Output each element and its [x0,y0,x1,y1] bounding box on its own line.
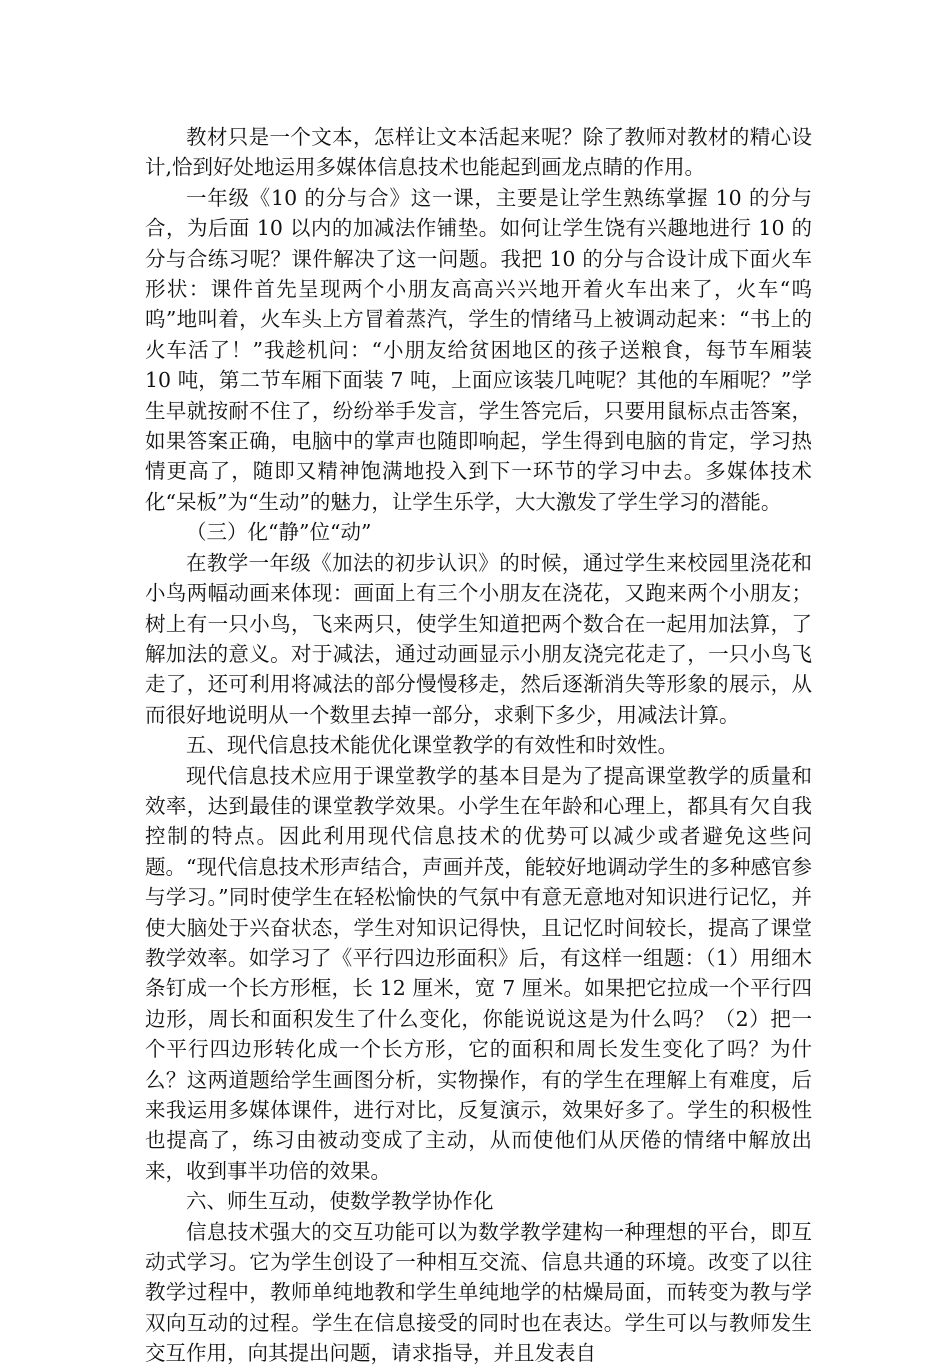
paragraph-train-example: 一年级《10 的分与合》这一课，主要是让学生熟练掌握 10 的分与合，为后面 10 以内的加减法作铺垫。如何让学生饶有兴趣地进行 10 的分与合练习呢？课件解决了这一问题。我把 10 的分与合设计成下面火车形状：课件首先呈现两个小朋友高高兴兴地开着火车出来了，火车“呜呜”地叫着，火车头上方冒着蒸汽，学生的情绪马上被调动起来：“书上的火车活了！”我趁机问：“小朋友给贫困地区的孩子送粮食，每节车厢装 10 吨，第二节车厢下面装 7 吨，上面应该装几吨呢？其他的车厢呢？”学生早就按耐不住了，纷纷举手发言，学生答完后，只要用鼠标点击答案，如果答案正确，电脑中的掌声也随即响起，学生得到电脑的肯定，学习热情更高了，随即又精神饱满地投入到下一环节的学习中去。多媒体技术化“呆板”为“生动”的魅力，让学生乐学，大大激发了学生学习的潜能。 [145,185,812,514]
paragraph-efficiency: 现代信息技术应用于课堂教学的基本目是为了提高课堂教学的质量和效率，达到最佳的课堂教学效果。小学生在年龄和心理上，都具有欠自我控制的特点。因此利用现代信息技术的优势可以减少或者避免这些问题。“现代信息技术形声结合，声画并茂，能较好地调动学生的多种感官参与学习。”同时使学生在轻松愉快的气氛中有意无意地对知识进行记忆，并使大脑处于兴奋状态，学生对知识记得快，且记忆时间较长，提高了课堂教学效率。如学习了《平行四边形面积》后，有这样一组题：（1）用细木条钉成一个长方形框，长 12 厘米，宽 7 厘米。如果把它拉成一个平行四边形，周长和面积发生了什么变化，你能说说这是为什么吗？（2）把一个平行四边形转化成一个长方形，它的面积和周长发生变化了吗？为什么？这两道题给学生画图分析，实物操作，有的学生在理解上有难度，后来我运用多媒体课件，进行对比，反复演示，效果好多了。学生的积极性也提高了，练习由被动变成了主动，从而使他们从厌倦的情绪中解放出来，收到事半功倍的效果。 [145,763,812,1183]
section-heading-six: 六、师生互动，使数学教学协作化 [186,1189,494,1214]
paragraph-interaction: 信息技术强大的交互功能可以为数学教学建构一种理想的平台，即互动式学习。它为学生创设了一种相互交流、信息共通的环境。改变了以往教学过程中，教师单纯地教和学生单纯地学的枯燥局面，而转变为教与学双向互动的过程。学生在信息接受的同时也在表达。学生可以与教师发生交互作用，向其提出问题，请求指导，并且发表自 [145,1219,812,1366]
section-heading-static-to-dynamic: （三）化“静”位“动” [186,520,372,545]
paragraph-addition-example: 在教学一年级《加法的初步认识》的时候，通过学生来校园里浇花和小鸟两幅动画来体现：画面上有三个小朋友在浇花，又跑来两个小朋友；树上有一只小鸟，飞来两只，使学生知道把两个数合在一起用加法算，了解加法的意义。对于减法，通过动画显示小朋友浇完花走了，一只小鸟飞走了，还可利用将减法的部分慢慢移走，然后逐渐消失等形象的展示，从而很好地说明从一个数里去掉一部分，求剩下多少，用减法计算。 [145,550,812,727]
document-body [145,122,812,1369]
section-heading-five: 五、现代信息技术能优化课堂教学的有效性和时效性。 [186,733,678,758]
paragraph-intro: 教材只是一个文本，怎样让文本活起来呢？除了教师对教材的精心设计,恰到好处地运用多媒体信息技术也能起到画龙点睛的作用。 [145,125,812,180]
